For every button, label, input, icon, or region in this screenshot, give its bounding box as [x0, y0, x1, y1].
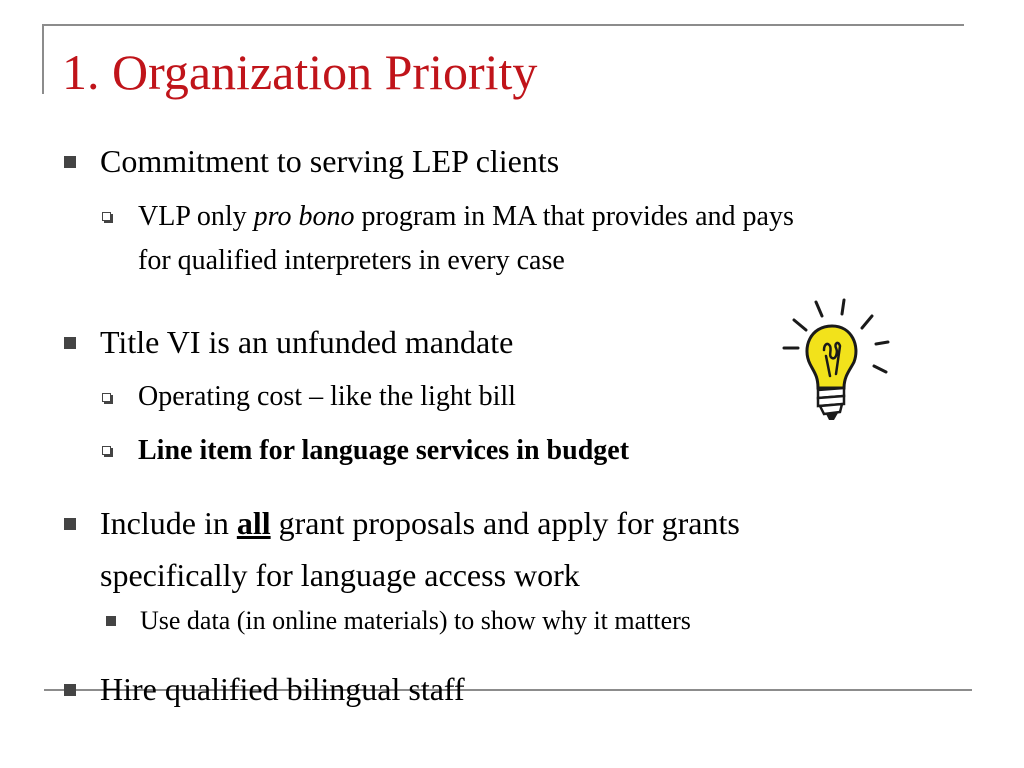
- bullet-3-sub-1: Use data (in online materials) to show why it matters: [140, 606, 691, 635]
- frame-left-rule: [42, 24, 44, 94]
- bullet-4-text: Hire qualified bilingual staff: [100, 671, 465, 707]
- bullet-square: [64, 684, 76, 696]
- sub-text-italic: pro bono: [253, 201, 355, 232]
- bullet-square: [64, 518, 76, 530]
- sub-bullet-box: [102, 212, 111, 221]
- sub-bullet-box: [102, 446, 111, 455]
- slide-title: 1. Organization Priority: [62, 44, 538, 100]
- bullet-3-line-2: specifically for language access work: [100, 557, 580, 593]
- lightbulb-icon: [780, 296, 892, 426]
- bullet-2-sub-2: Line item for language services in budget: [138, 435, 630, 466]
- bullet-2-text: Title VI is an unfunded mandate: [100, 324, 514, 360]
- sub-text-post: program in MA that provides and pays: [354, 201, 794, 232]
- bullet-1-sub-1-line-2: for qualified interpreters in every case: [138, 245, 565, 276]
- frame-top-rule: [42, 24, 964, 26]
- sub-bullet-square: [106, 616, 116, 626]
- bullet-3-text-emphasis: all: [236, 505, 271, 541]
- sub-bullet-box: [102, 393, 111, 402]
- bullet-square: [64, 156, 76, 168]
- bullet-3-text-pre: Include in: [100, 505, 237, 541]
- bullet-3-line-1: [100, 504, 740, 542]
- bullet-1-text: Commitment to serving LEP clients: [100, 143, 560, 179]
- bullet-square: [64, 337, 76, 349]
- bullet-2-sub-1: Operating cost – like the light bill: [138, 381, 516, 412]
- bullet-1-sub-1-line-1: [138, 200, 794, 234]
- sub-text-pre: VLP only: [138, 201, 254, 232]
- bullet-3-text-post: grant proposals and apply for grants: [270, 505, 740, 541]
